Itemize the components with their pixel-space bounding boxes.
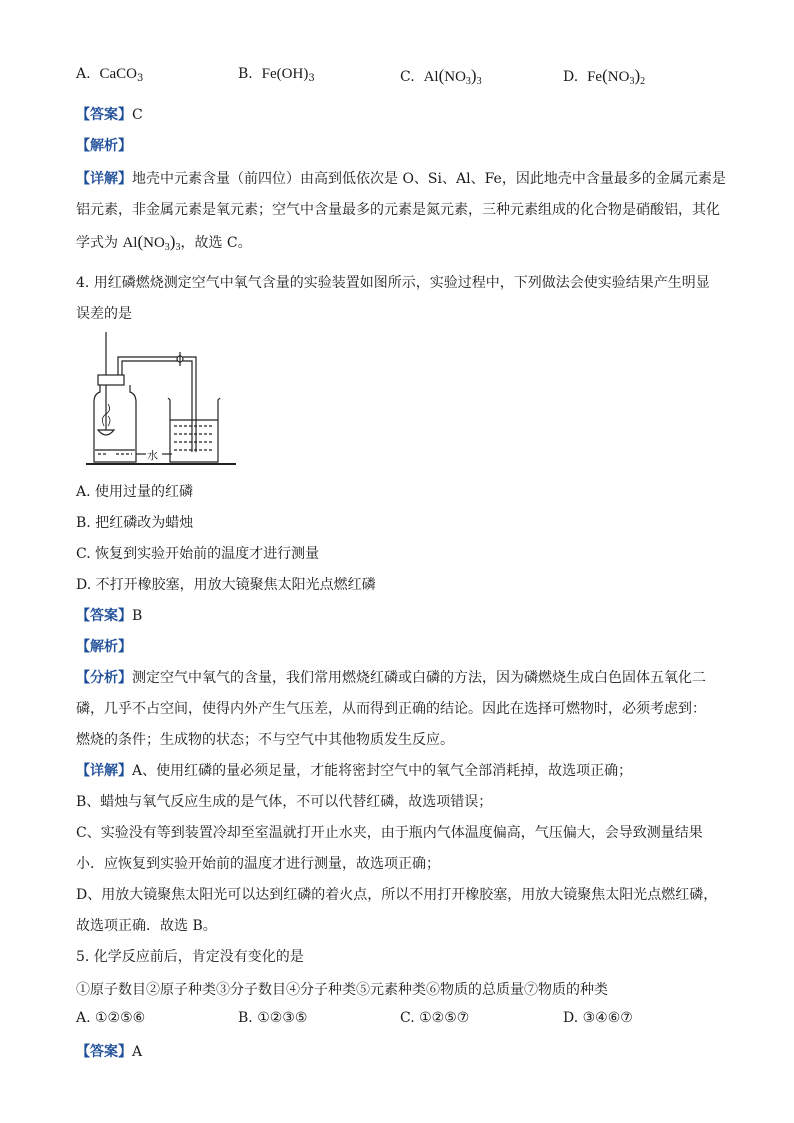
q4-option-c: C. 恢复到实验开始前的温度才进行测量 xyxy=(76,546,320,562)
q4-stem-line-1: 4. 用红磷燃烧测定空气中氧气含量的实验装置如图所示，实验过程中，下列做法会使实验结果产生明显 xyxy=(76,275,710,291)
q4-option-b: B. 把红磷改为蜡烛 xyxy=(76,515,194,531)
combustion-spoon xyxy=(98,430,114,435)
q4-detail-b: B、蜡烛与氧气反应生成的是气体，不可以代替红磷，故选项错误； xyxy=(76,794,493,810)
q5-items: ①原子数目②原子种类③分子数目④分子种类⑤元素种类⑥物质的总质量⑦物质的种类 xyxy=(76,982,608,998)
q3-answer: 【答案】C xyxy=(76,107,143,123)
q4-fenxi-line-1: 【分析】测定空气中氧气的含量，我们常用燃烧红磷或白磷的方法，因为磷燃烧生成白色固体五氧化二 xyxy=(76,670,706,686)
q5-answer: 【答案】A xyxy=(76,1044,143,1060)
beaker xyxy=(168,398,220,462)
q4-detail-a: 【详解】A、使用红磷的量必须足量，才能将密封空气中的氧气全部消耗掉，故选项正确； xyxy=(76,763,633,779)
q4-detail-c-line-1: C、实验没有等到装置冷却至室温就打开止水夹，由于瓶内气体温度偏高，气压偏大，会导致测量结果 xyxy=(76,825,703,841)
q4-fenxi-line-2: 磷，几乎不占空间，使得内外产生气压差，从而得到正确的结论。因此在选择可燃物时，必须考虑到： xyxy=(76,701,706,717)
q4-detail-d-line-2: 故选项正确．故选 B。 xyxy=(76,918,217,934)
q4-stem-line-2: 误差的是 xyxy=(76,306,132,322)
q3-option-a: A. CaCO$_3$ xyxy=(76,66,144,84)
q5-option-c: C. ①②⑤⑦ xyxy=(400,1010,470,1026)
q4-detail-d-line-1: D、用放大镜聚焦太阳光可以达到红磷的着火点，所以不用打开橡胶塞，用放大镜聚焦太阳光点燃红磷， xyxy=(76,887,718,903)
q3-detail-line-1: 【详解】地壳中元素含量（前四位）由高到低依次是 O、Si、Al、Fe，因此地壳中含量最多的金属元素是 xyxy=(76,171,726,187)
connecting-tube xyxy=(118,357,181,375)
rubber-stopper xyxy=(98,375,124,385)
experiment-apparatus-figure xyxy=(86,330,236,470)
q5-option-d: D. ③④⑥⑦ xyxy=(563,1010,633,1026)
q3-option-b: B. $Fe(OH)_3$ xyxy=(238,66,315,84)
q3-detail-line-3: 学式为 $Al(NO_3)_3$，故选 C。 xyxy=(76,232,252,253)
q3-detail-line-2: 铝元素，非金属元素是氧元素；空气中含量最多的元素是氮元素，三种元素组成的化合物是硝酸铝，其化 xyxy=(76,202,720,218)
q4-answer: 【答案】B xyxy=(76,608,143,624)
q3-analysis-heading: 【解析】 xyxy=(76,138,132,154)
water-label: 水 xyxy=(147,449,158,462)
q5-stem: 5. 化学反应前后，肯定没有变化的是 xyxy=(76,949,304,965)
q4-fenxi-line-3: 燃烧的条件；生成物的状态；不与空气中其他物质发生反应。 xyxy=(76,732,454,748)
q4-option-d: D. 不打开橡胶塞，用放大镜聚焦太阳光点燃红磷 xyxy=(76,577,376,593)
q4-analysis-heading: 【解析】 xyxy=(76,639,132,655)
q4-detail-c-line-2: 小．应恢复到实验开始前的温度才进行测量，故选项正确； xyxy=(76,856,440,872)
q4-option-a: A. 使用过量的红磷 xyxy=(76,484,194,500)
q3-option-d: D. $Fe(NO_3)_2$ xyxy=(563,66,646,87)
q5-option-b: B. ①②③⑤ xyxy=(238,1010,308,1026)
q3-option-c: C. $Al(NO_3)_3$ xyxy=(400,66,482,87)
q5-option-a: A. ①②⑤⑥ xyxy=(76,1010,146,1026)
